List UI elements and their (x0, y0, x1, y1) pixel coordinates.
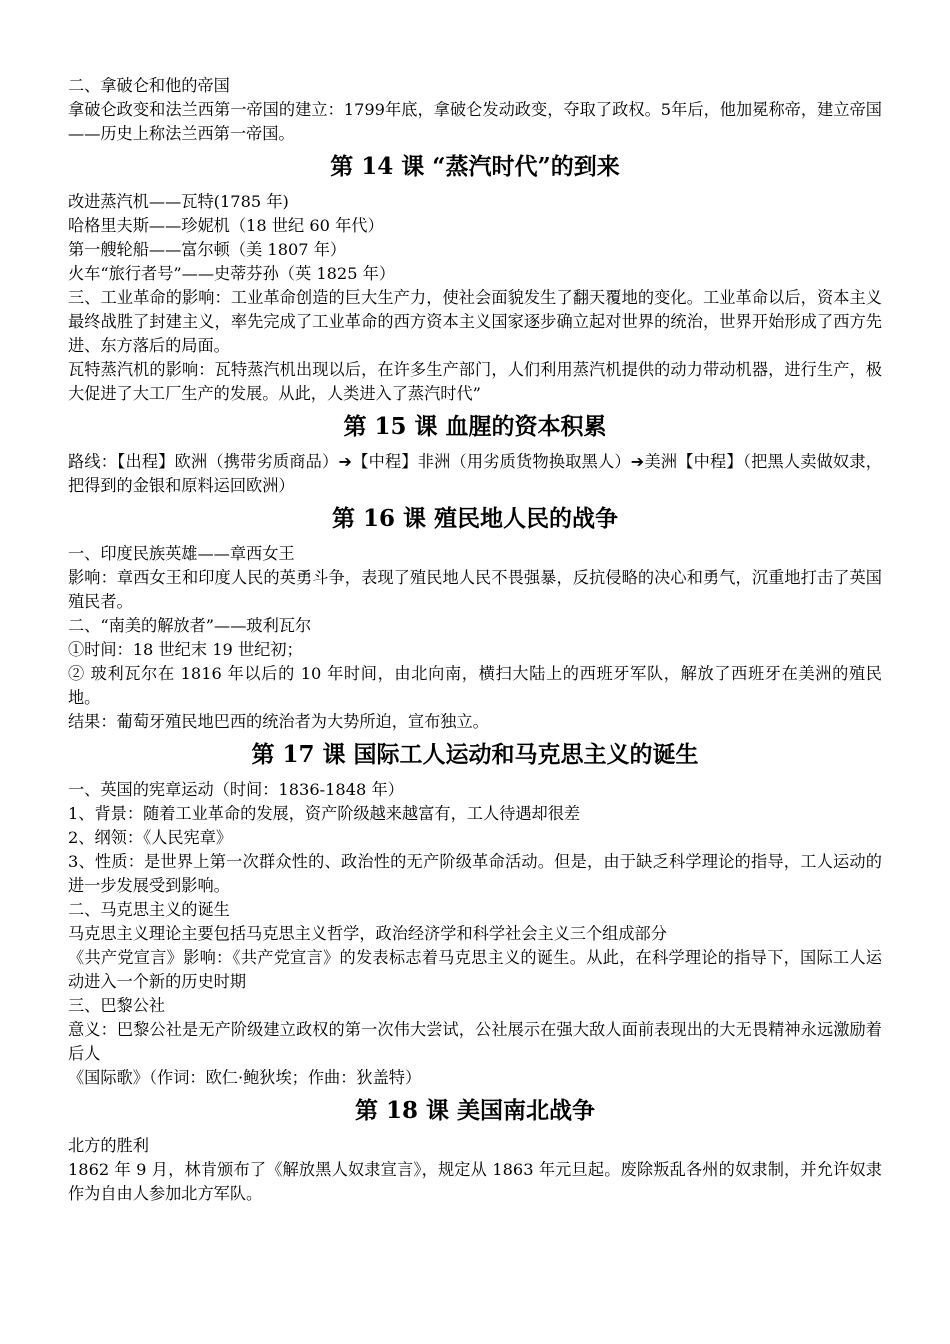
paragraph: 意义：巴黎公社是无产阶级建立政权的第一次伟大尝试，公社展示在强大敌人面前表现出的大无畏精神永远激励着后人 (68, 1020, 882, 1063)
paragraph: 瓦特蒸汽机的影响：瓦特蒸汽机出现以后，在许多生产部门，人们利用蒸汽机提供的动力带动机器，进行生产，极大促进了大工厂生产的发展。从此，人类进入了蒸汽时代” (68, 360, 882, 403)
paragraph: 第一艘轮船——富尔顿（美 1807 年） (68, 240, 347, 259)
paragraph: 1862 年 9 月，林肯颁布了《解放黑人奴隶宣言》，规定从 1863 年元旦起。废除叛乱各州的奴隶制，并允许奴隶作为自由人参加北方军队。 (68, 1160, 882, 1203)
paragraph: 《国际歌》（作词：欧仁·鲍狄埃；作曲：狄盖特） (68, 1068, 422, 1087)
paragraph: ② 玻利瓦尔在 1816 年以后的 10 年时间，由北向南，横扫大陆上的西班牙军队，解放了西班牙在美洲的殖民地。 (68, 664, 882, 707)
paragraph: 拿破仑政变和法兰西第一帝国的建立：1799年底，拿破仑发动政变，夺取了政权。5年后，他加冕称帝，建立帝国——历史上称法兰西第一帝国。 (68, 100, 882, 143)
paragraph: 三、工业革命的影响：工业革命创造的巨大生产力，使社会面貌发生了翻天覆地的变化。工业革命以后，资本主义最终战胜了封建主义，率先完成了工业革命的西方资本主义国家逐步确立起对世界的统治，世界开始形成了西方先进、东方落后的局面。 (68, 288, 882, 355)
paragraph: 2、纲领：《人民宪章》 (68, 828, 233, 847)
section-heading: 一、英国的宪章运动（时间：1836-1848 年） (68, 780, 404, 799)
paragraph: ①时间：18 世纪末 19 世纪初； (68, 640, 303, 659)
paragraph: 哈格里夫斯——珍妮机（18 世纪 60 年代） (68, 216, 384, 235)
lesson-18-title: 第 18 课 美国南北战争 (354, 1097, 596, 1124)
lesson-15-title: 第 15 课 血腥的资本积累 (343, 413, 607, 440)
paragraph: 路线：【出程】欧洲（携带劣质商品）➔【中程】非洲（用劣质货物换取黑人）➔美洲【中程】（把黑人卖做奴隶，把得到的金银和原料运回欧洲） (68, 452, 882, 495)
section-heading: 二、“南美的解放者”——玻利瓦尔 (68, 616, 312, 635)
paragraph: 火车“旅行者号”——史蒂芬孙（英 1825 年） (68, 264, 396, 283)
paragraph: 《共产党宣言》影响：《共产党宣言》的发表标志着马克思主义的诞生。从此，在科学理论的指导下，国际工人运动进入一个新的历史时期 (68, 948, 882, 991)
paragraph: 3、性质：是世界上第一次群众性的、政治性的无产阶级革命活动。但是，由于缺乏科学理论的指导，工人运动的进一步发展受到影响。 (68, 852, 882, 895)
section-heading: 一、印度民族英雄——章西女王 (68, 544, 295, 563)
paragraph: 结果：葡萄牙殖民地巴西的统治者为大势所迫，宣布独立。 (68, 712, 489, 731)
paragraph: 影响：章西女王和印度人民的英勇斗争，表现了殖民地人民不畏强暴，反抗侵略的决心和勇气，沉重地打击了英国殖民者。 (68, 568, 882, 611)
lesson-14-title: 第 14 课 “蒸汽时代”的到来 (330, 153, 620, 180)
lesson-17-title: 第 17 课 国际工人运动和马克思主义的诞生 (251, 741, 699, 768)
lesson-16-title: 第 16 课 殖民地人民的战争 (331, 505, 619, 532)
paragraph: 1、背景：随着工业革命的发展，资产阶级越来越富有，工人待遇却很差 (68, 804, 581, 823)
paragraph: 马克思主义理论主要包括马克思主义哲学，政治经济学和科学社会主义三个组成部分 (68, 924, 667, 943)
paragraph: 改进蒸汽机——瓦特(1785 年) (68, 192, 289, 211)
section-heading: 二、拿破仑和他的帝国 (68, 76, 230, 95)
section-heading: 三、巴黎公社 (68, 996, 166, 1015)
section-heading: 二、马克思主义的诞生 (68, 900, 230, 919)
section-heading: 北方的胜利 (68, 1136, 149, 1155)
